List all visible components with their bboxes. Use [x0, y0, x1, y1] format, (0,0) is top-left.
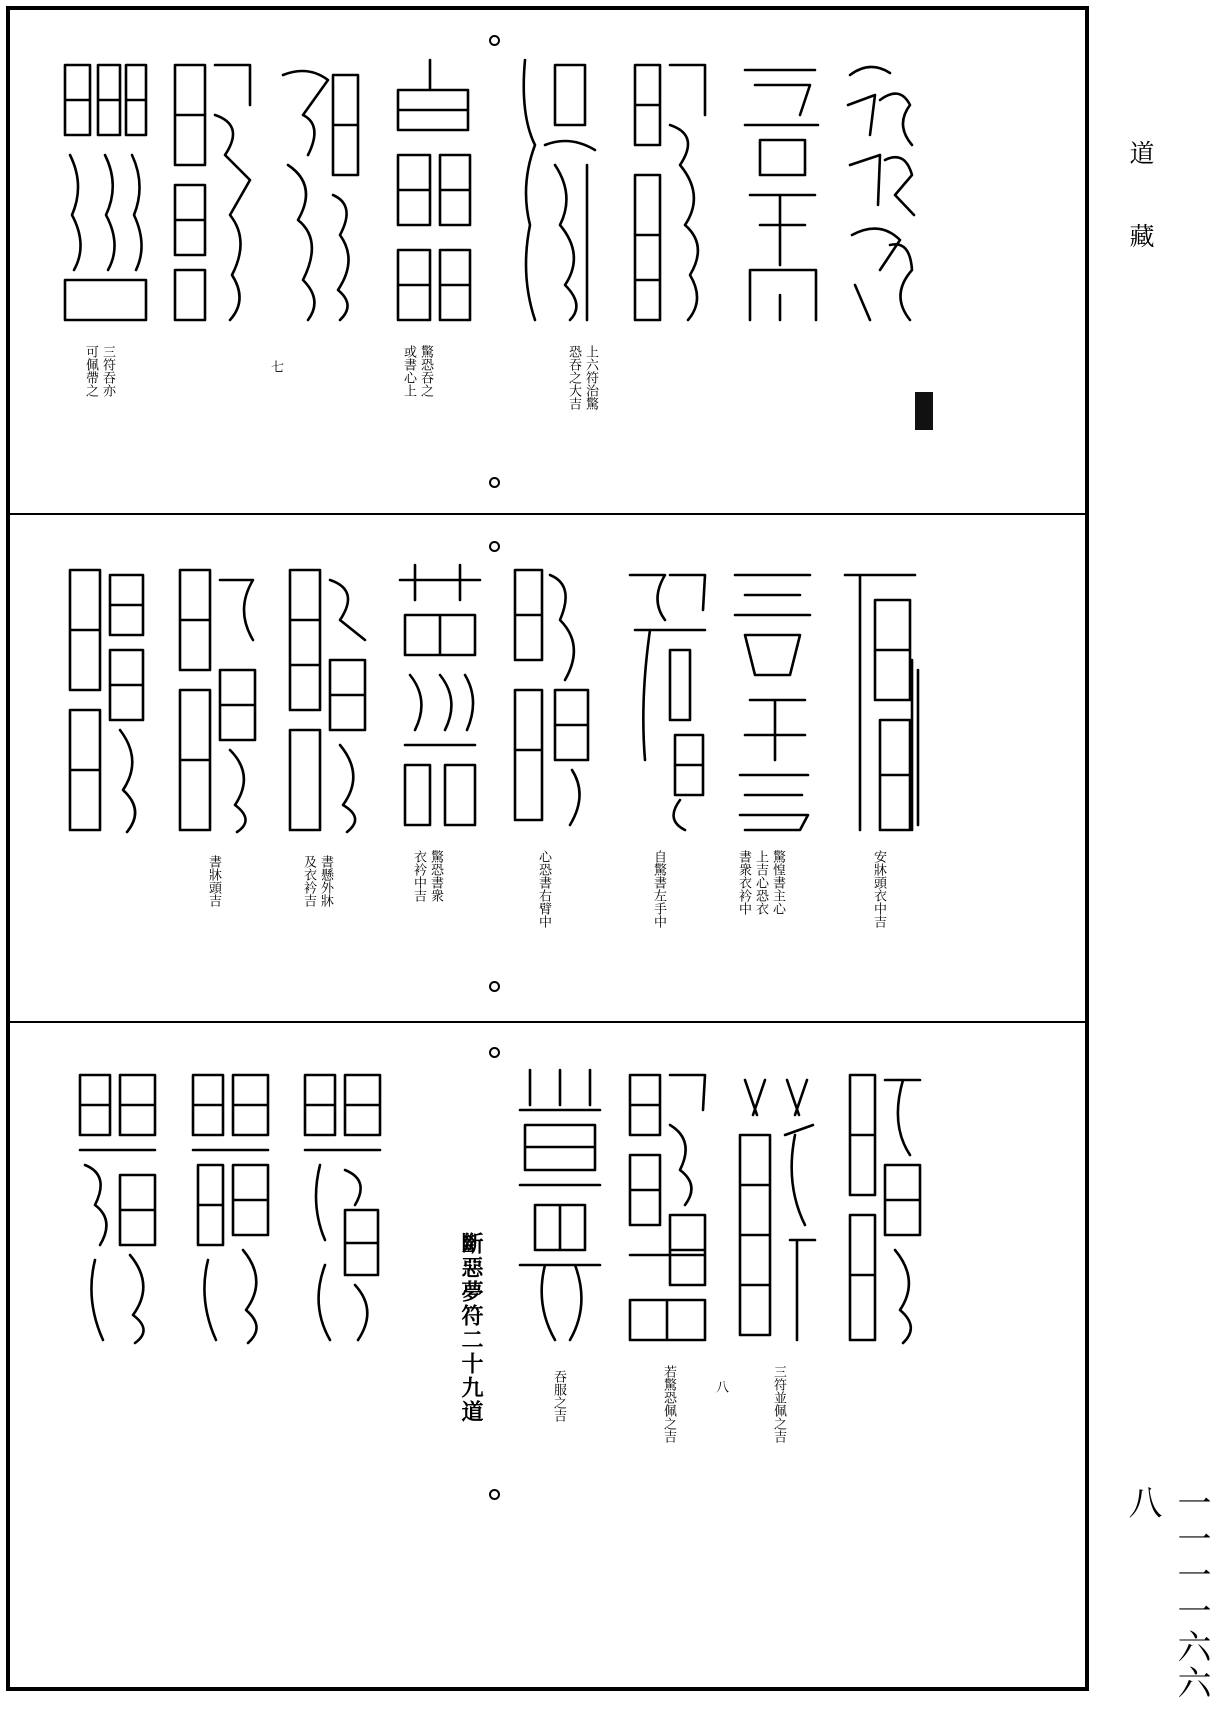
- talisman-glyph: [285, 560, 370, 835]
- binding-hole: [489, 35, 500, 46]
- binding-hole: [489, 477, 500, 488]
- talisman-glyph: [388, 55, 478, 325]
- page-number: 一一一一六六八: [1122, 1485, 1211, 1701]
- binding-hole: [489, 981, 500, 992]
- talisman-note: 心恐書右臂中: [536, 850, 551, 928]
- side-title: 道藏: [1126, 140, 1155, 306]
- talisman-glyph: [175, 560, 260, 835]
- talisman-glyph: [278, 55, 363, 325]
- talisman-glyph: [625, 560, 710, 835]
- section-divider-top: [6, 513, 1089, 515]
- talisman-note: 吞服之吉: [551, 1370, 566, 1422]
- talisman-glyph: [60, 55, 150, 325]
- binding-hole: [489, 541, 500, 552]
- talisman-glyph: [300, 1065, 385, 1345]
- talisman-note: 七: [268, 360, 283, 373]
- talisman-glyph: [510, 560, 595, 835]
- talisman-note: 三符並佩之吉: [771, 1365, 786, 1443]
- talisman-glyph: [75, 1065, 160, 1345]
- talisman-glyph: [188, 1065, 273, 1345]
- talisman-note: 驚恐吞之 或書心上: [401, 345, 433, 397]
- talisman-note: 三符吞亦 可佩帶之: [83, 345, 115, 397]
- talisman-glyph: [515, 1065, 605, 1345]
- talisman-glyph: [395, 560, 485, 835]
- talisman-glyph: [730, 560, 815, 835]
- talisman-note: 自驚書左手中: [651, 850, 666, 928]
- talisman-glyph: [625, 1065, 710, 1345]
- talisman-glyph: [845, 1065, 925, 1345]
- talisman-glyph: [65, 560, 150, 835]
- talisman-note: 書牀頭吉: [206, 855, 221, 907]
- talisman-glyph: [840, 55, 920, 325]
- talisman-note: 若驚恐佩之吉: [661, 1365, 676, 1443]
- talisman-note: 書懸外牀 及衣衿吉: [301, 855, 333, 907]
- talisman-glyph: [735, 1065, 820, 1345]
- talisman-glyph: [170, 55, 255, 325]
- binding-hole: [489, 1489, 500, 1500]
- talisman-glyph: [630, 55, 712, 325]
- talisman-glyph: [515, 55, 600, 325]
- talisman-note: 驚恐書衆 衣衿中吉: [411, 850, 443, 902]
- talisman-note: 安牀頭衣中吉: [871, 850, 886, 928]
- section-title: 斷惡夢符二十九道: [458, 1232, 484, 1424]
- talisman-note: 八: [713, 1380, 728, 1393]
- talisman-note: 上六符治驚 恐吞之大吉: [566, 345, 598, 410]
- seal-stamp: [915, 392, 933, 430]
- section-divider-bottom: [6, 1021, 1089, 1023]
- talisman-glyph: [840, 560, 920, 835]
- talisman-note: 驚惶書主心 上吉心恐衣 書衆衣衿中: [736, 850, 785, 915]
- talisman-glyph: [740, 55, 822, 325]
- binding-hole: [489, 1047, 500, 1058]
